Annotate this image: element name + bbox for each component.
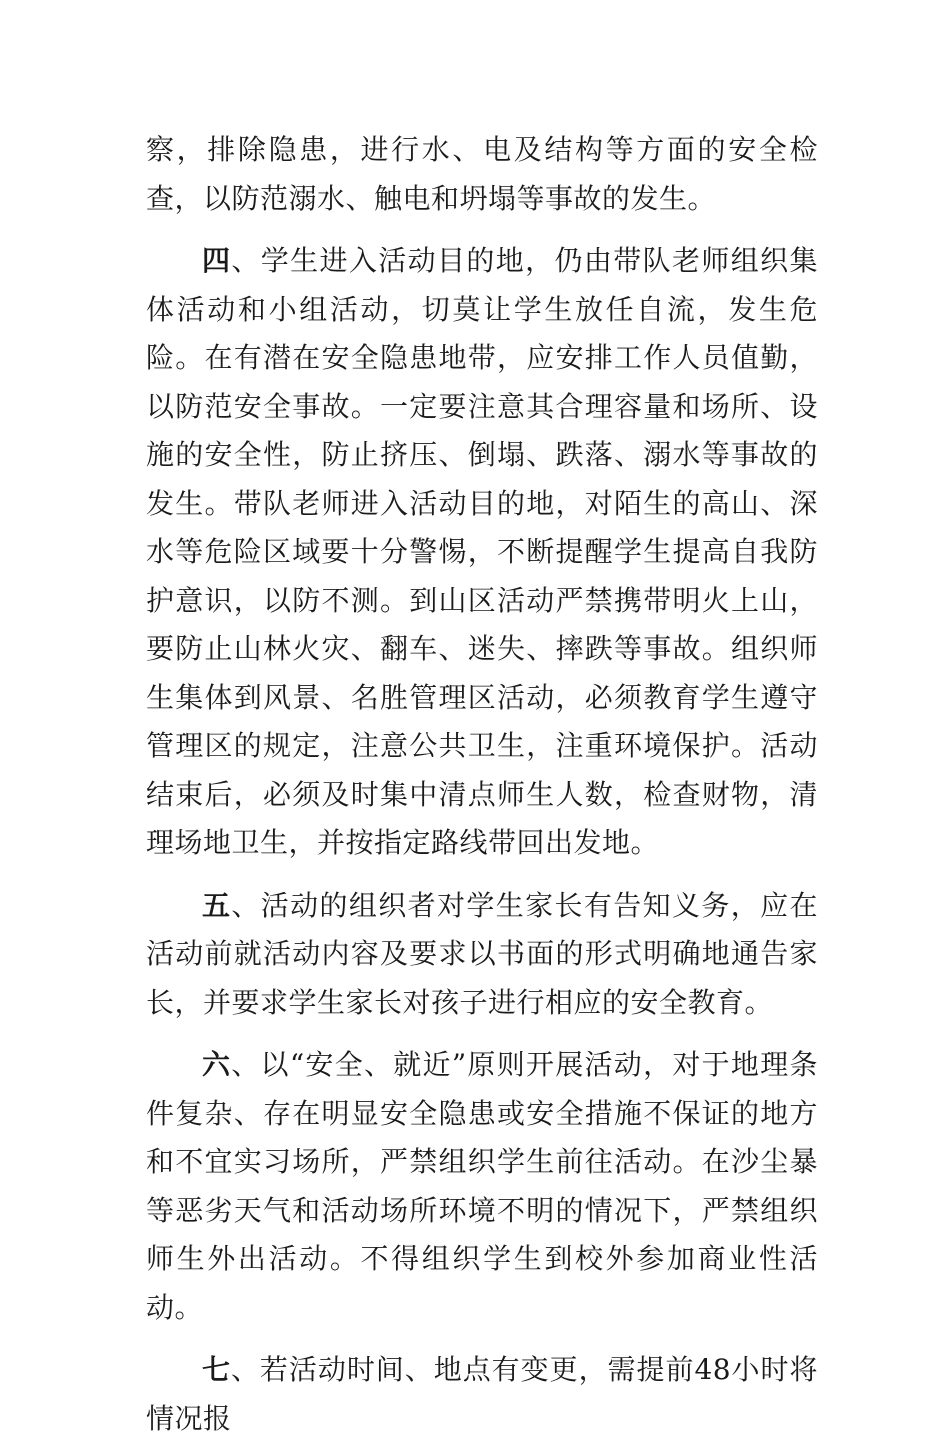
paragraph-text: 、以“安全、就近”原则开展活动，对于地理条件复杂、存在明显安全隐患或安全措施不保证的地方和不宜实习场所，严禁组织学生前往活动。在沙尘暴等恶劣天气和活动场所环境不明的情况下，严禁组织师生外出活动。不得组织学生到校外参加商业性活动。 — [146, 1048, 818, 1324]
document-body — [146, 126, 818, 1443]
paragraph-continuation — [146, 126, 818, 223]
paragraph-text: 、学生进入活动目的地，仍由带队老师组织集体活动和小组活动，切莫让学生放任自流，发生危险。在有潜在安全隐患地带，应安排工作人员值勤，以防范安全事故。一定要注意其合理容量和场所、设施的安全性，防止挤压、倒塌、跌落、溺水等事故的发生。带队老师进入活动目的地，对陌生的高山、深水等危险区域要十分警惕，不断提醒学生提高自我防护意识，以防不测。到山区活动严禁携带明火上山，要防止山林火灾、翻车、迷失、摔跌等事故。组织师生集体到风景、名胜管理区活动，必须教育学生遵守管理区的规定，注意公共卫生，注重环境保护。活动结束后，必须及时集中清点师生人数，检查财物，清理场地卫生，并按指定路线带回出发地。 — [146, 244, 818, 859]
item-number: 四 — [202, 244, 232, 277]
paragraph-text: 、若活动时间、地点有变更，需提前48小时将情况报 — [146, 1353, 818, 1435]
item-number: 五 — [202, 888, 232, 922]
paragraph-text: 察，排除隐患，进行水、电及结构等方面的安全检查，以防范溺水、触电和坍塌等事故的发生。 — [146, 133, 818, 215]
paragraph-item-7 — [146, 1346, 818, 1443]
paragraph-text: 、活动的组织者对学生家长有告知义务，应在活动前就活动内容及要求以书面的形式明确地通告家长，并要求学生家长对孩子进行相应的安全教育。 — [146, 888, 818, 1019]
item-number: 七 — [202, 1353, 231, 1386]
item-number: 六 — [202, 1048, 232, 1081]
paragraph-item-5 — [146, 882, 818, 1028]
paragraph-item-4 — [146, 237, 818, 868]
paragraph-item-6 — [146, 1041, 818, 1332]
